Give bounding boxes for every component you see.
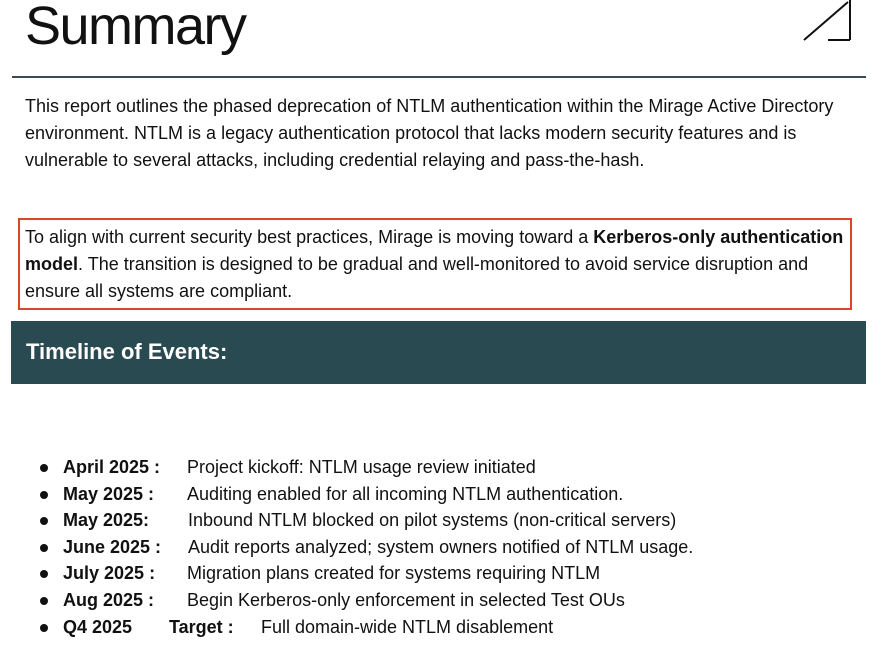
timeline-date: April 2025 : — [63, 457, 161, 477]
bullet-icon — [40, 517, 48, 525]
title-divider — [12, 76, 866, 78]
callout-paragraph — [25, 224, 855, 305]
bullet-icon — [40, 544, 48, 552]
callout-text-after: . The transition is designed to be gradual and well-monitored to avoid service disruption and ensure all systems are compliant. — [25, 254, 809, 301]
timeline-description: Migration plans created for systems requiring NTLM — [187, 563, 601, 584]
arrow-up-right-icon[interactable] — [800, 0, 854, 44]
timeline-date: June 2025 : — [63, 536, 162, 557]
timeline-date: May 2025: — [63, 510, 150, 531]
timeline-description: Audit reports analyzed; system owners notified of NTLM usage. — [188, 536, 694, 557]
timeline-date: July 2025 : — [63, 563, 156, 584]
timeline-date: Q4 2025 — [63, 616, 133, 637]
timeline-description: Full domain-wide NTLM disablement — [261, 616, 554, 637]
callout-text-before: To align with current security best practices, Mirage is moving toward a — [25, 227, 594, 247]
timeline-date: Aug 2025 : — [63, 589, 155, 610]
callout-text-bold: Kerberos-only authentication model — [25, 227, 844, 274]
timeline-heading: Timeline of Events: — [26, 339, 228, 364]
timeline-target-label: Target : — [169, 616, 234, 637]
bullet-icon — [40, 597, 48, 605]
timeline-description: Begin Kerberos-only enforcement in selected Test OUs — [187, 589, 625, 610]
timeline-description: Inbound NTLM blocked on pilot systems (non-critical servers) — [188, 510, 677, 531]
bullet-icon — [40, 570, 48, 578]
intro-paragraph: This report outlines the phased deprecation of NTLM authentication within the Mirage Active Directory environment. NTLM is a legacy authentication protocol that lacks modern security features and is vulnerable to several attacks, including credential relaying and pass-the-hash. — [25, 96, 834, 170]
bullet-icon — [40, 464, 48, 472]
timeline-date: May 2025 : — [63, 483, 155, 504]
timeline-description: Project kickoff: NTLM usage review initiated — [187, 457, 536, 477]
timeline-description: Auditing enabled for all incoming NTLM authentication. — [187, 483, 624, 504]
timeline-banner — [11, 321, 866, 384]
bullet-icon — [40, 491, 48, 499]
bullet-icon — [40, 624, 48, 632]
page-title: Summary — [25, 0, 246, 56]
